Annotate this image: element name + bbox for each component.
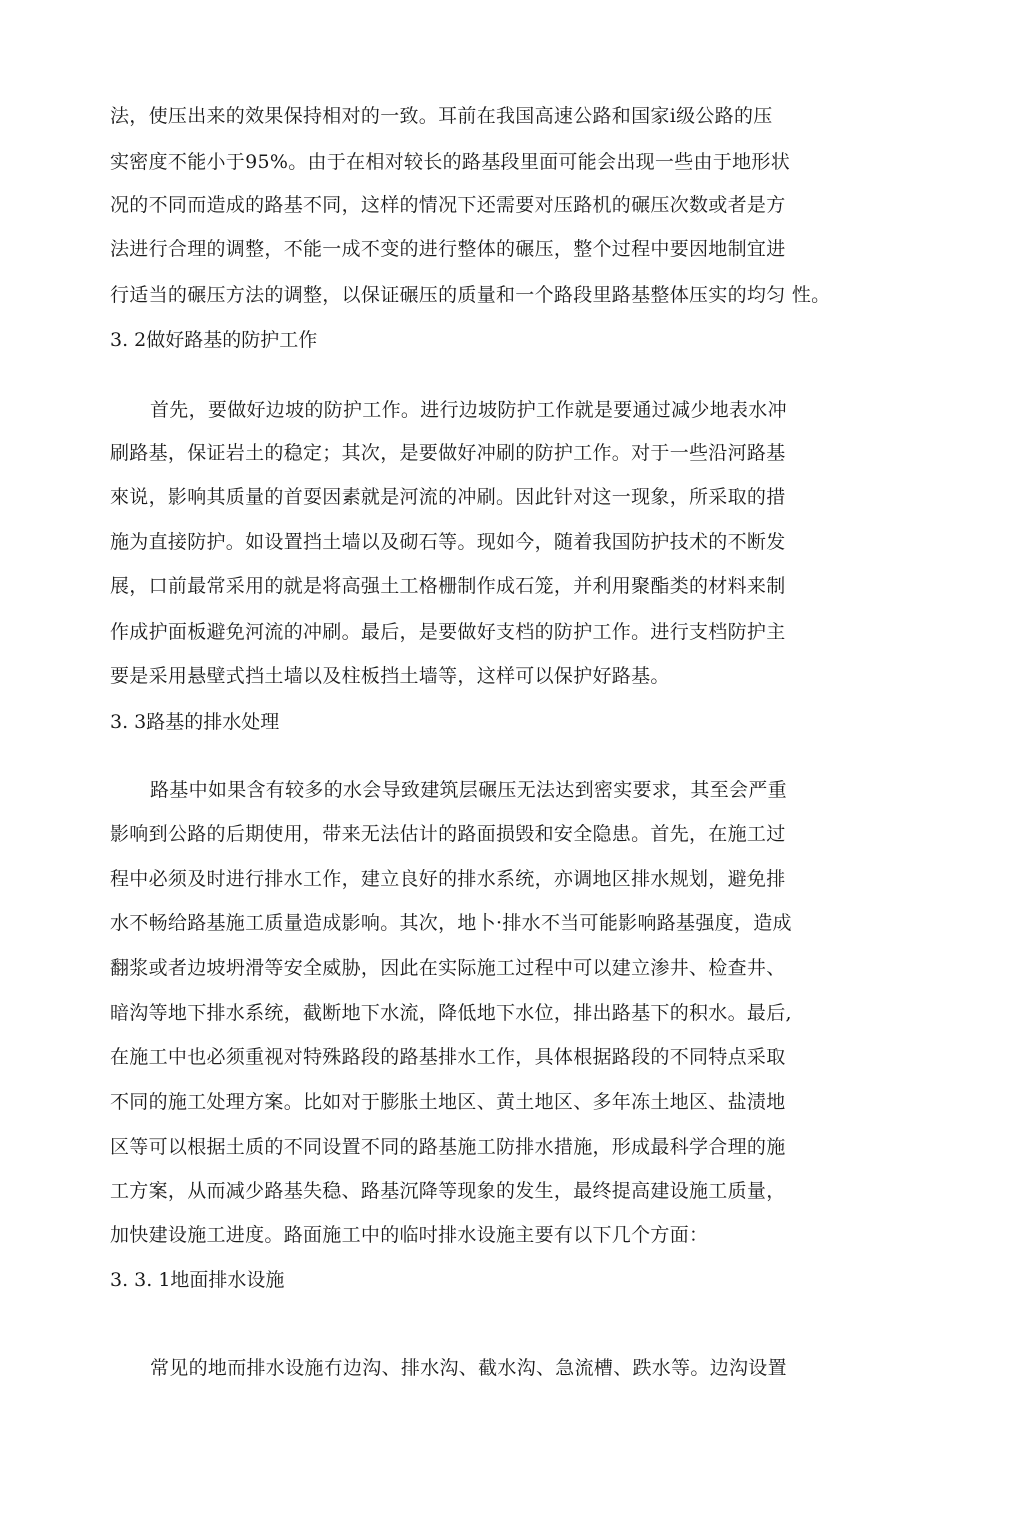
- section-heading-3-3-1: 3. 3. 1地面排水设施: [110, 1269, 285, 1291]
- para2-line-5: 展，口前最常采用的就是将高强土工格栅制作成石笼，并利用聚酯类的材料来制: [110, 575, 786, 597]
- para3-line-9: 区等可以根据土质的不同设置不同的路基施工防排水措施，形成最科学合理的施: [110, 1136, 786, 1158]
- para2-line-7: 要是采用悬壁式挡土墙以及柱板挡土墙等，这样可以保护好路基。: [110, 665, 670, 687]
- para3-line-3: 程中必须及时进行排水工作，建立良好的排水系统，亦调地区排水规划，避免排: [110, 868, 786, 890]
- para1-line-1: 法，使压出来的效果保持相对的一致。耳前在我国高速公路和国家i级公路的压: [110, 105, 773, 127]
- section-heading-3-2: 3. 2做好路基的防护工作: [110, 329, 318, 351]
- para2-line-3: 來说，影响其质量的首耍因素就是河流的冲刷。因此针对这一现象，所采取的措: [110, 486, 786, 508]
- para1-line-3: 况的不同而造成的路基不同，这样的情况下还需要对压路机的碾压次数或者是方: [110, 194, 786, 216]
- para3-line-2: 影响到公路的后期使用，带来无法估计的路面损毁和安全隐患。首先，在施工过: [110, 823, 786, 845]
- para3-line-11: 加快建设施工进度。路面施工中的临吋排水设施主要有以下几个方面：: [110, 1224, 709, 1246]
- para4-line-1: 常见的地而排水设施冇边沟、排水沟、截水沟、急流槽、跌水等。边沟设置: [150, 1357, 787, 1379]
- para3-line-1: 路基中如果含有较多的水会导致建筑层碾压无法达到密实要求，其至会严重: [150, 779, 787, 801]
- para3-line-4: 水不畅给路基施工质量造成影响。其次，地卜·排水不当可能影响路基强度，造成: [110, 912, 792, 934]
- para3-line-5: 翻浆或者边坡坍滑等安全威胁，因此在实际施工过程中可以建立渗井、检查井、: [110, 957, 786, 979]
- para1-line-5: 行适当的碾压方法的调整，以保证碾压的质量和一个路段里路基整体压实的均匀 性。: [110, 284, 831, 306]
- section-heading-3-3: 3. 3路基的排水处理: [110, 711, 280, 733]
- para2-line-1: 首先，要做好边坡的防护工作。进行边坡防护工作就是要通过减少地表水冲: [150, 399, 787, 421]
- para1-line-2: 实密度不能小于95%。由于在相对较长的路基段里面可能会出现一些由于地形状: [110, 151, 791, 173]
- para3-line-10: 工方案，从而减少路基失稳、路基沉降等现象的发生，最终提高建设施工质量，: [110, 1180, 786, 1202]
- para2-line-6: 作成护面板避免河流的冲刷。最后，是要做好支档的防护工作。进行支档防护主: [110, 621, 786, 643]
- para3-line-8: 不同的施工处理方案。比如对于膨胀土地区、黄土地区、多年冻土地区、盐渍地: [110, 1091, 786, 1113]
- para3-line-7: 在施工中也必须重视对特殊路段的路基排水工作，具体根据路段的不同特点采取: [110, 1046, 786, 1068]
- para2-line-4: 施为直接防护。如设置挡土墙以及砌石等。现如今，随着我国防护技术的不断发: [110, 531, 786, 553]
- para1-line-4: 法进行合理的调整，不能一成不变的进行整体的碾压，整个过程中要因地制宜进: [110, 238, 786, 260]
- para2-line-2: 刷路基，保证岩土的稳定；其次，是要做好冲刷的防护工作。对于一些沿河路基: [110, 442, 786, 464]
- para3-line-6: 暗沟等地下排水系统，截断地下水流，降低地下水位，排出路基下的积水。最后,: [110, 1002, 792, 1024]
